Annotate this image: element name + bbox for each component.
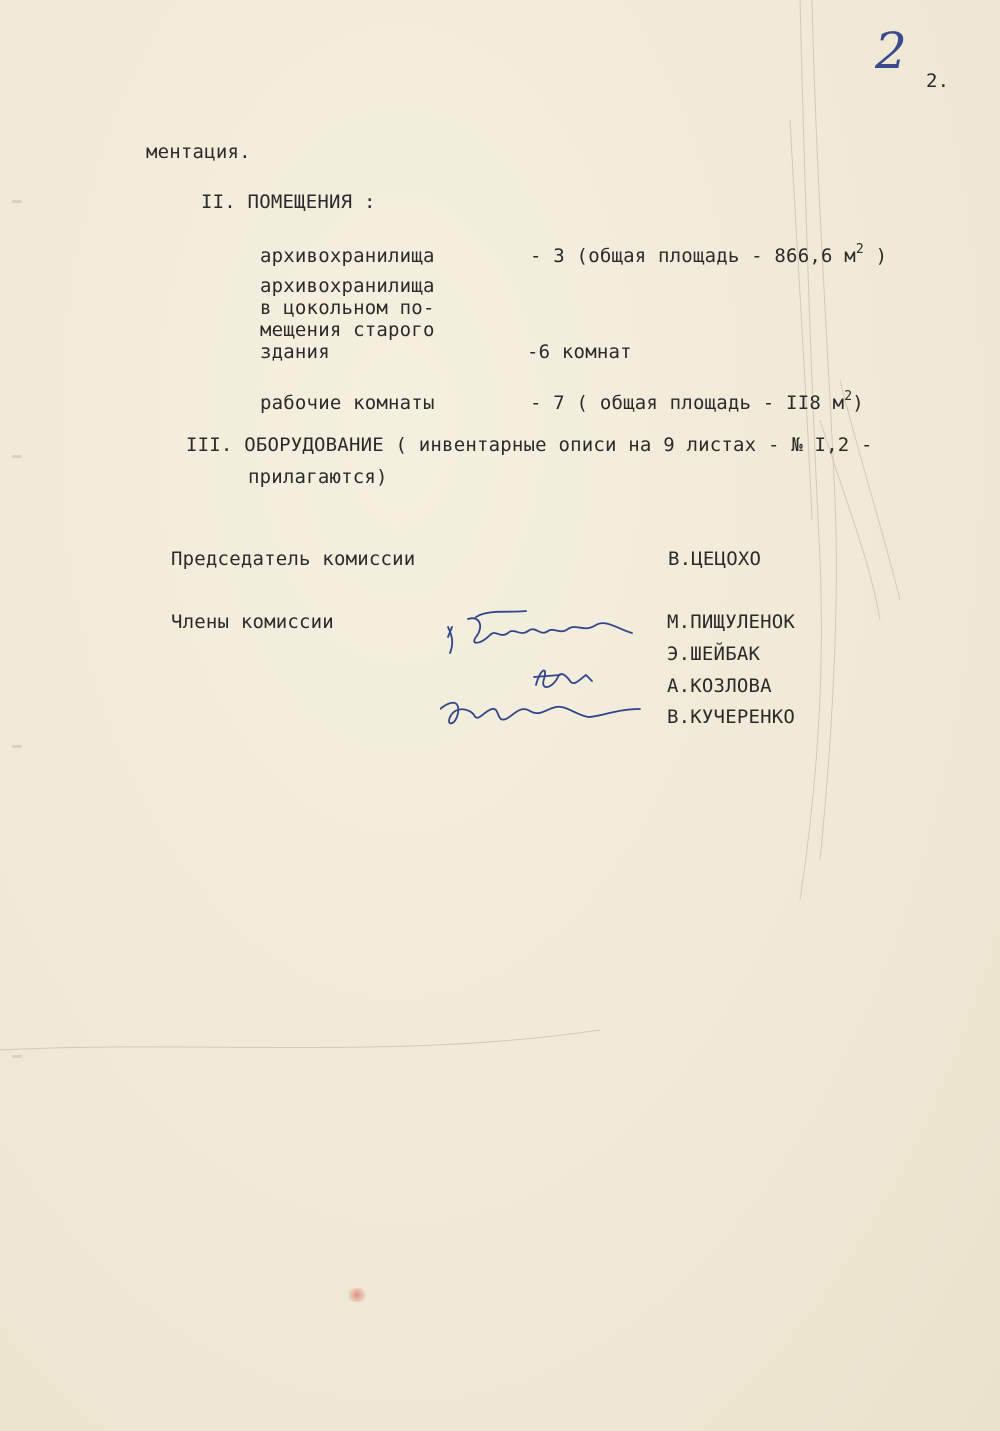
room-label: архивохранилища — [260, 245, 435, 267]
chairman-name: В.ЦЕЦОХО — [668, 548, 762, 570]
section-2-heading: II. ПОМЕЩЕНИЯ : — [201, 191, 376, 213]
room-value: - 3 (общая площадь - 866,6 $м^2$ ) — [530, 242, 888, 267]
red-ink-mark — [346, 1288, 368, 1302]
member-name: М.ПИЩУЛЕНОК — [667, 611, 796, 633]
room-label: архивохранилища — [260, 275, 435, 297]
punch-mark — [12, 200, 22, 203]
room-value: -6 комнат — [527, 341, 632, 363]
punch-mark — [12, 745, 22, 748]
handwritten-signatures — [440, 605, 650, 745]
room-label: мещения старого — [260, 319, 435, 341]
room-label: рабочие комнаты — [260, 392, 435, 414]
room-label: здания — [260, 341, 330, 363]
continued-word: ментация. — [146, 141, 251, 163]
chairman-label: Председатель комиссии — [171, 548, 416, 570]
punch-mark — [12, 1055, 22, 1058]
member-name: Э.ШЕЙБАК — [667, 643, 761, 665]
room-label: в цокольном по- — [260, 297, 435, 319]
room-value: - 7 ( общая площадь - II8 $м^2$) — [530, 389, 864, 414]
punch-mark — [12, 455, 22, 458]
section-3-line-1: III. ОБОРУДОВАНИЕ ( инвентарные описи на 9 листах - № I,2 - — [186, 434, 873, 456]
member-name: А.КОЗЛОВА — [667, 675, 772, 697]
member-name: В.КУЧЕРЕНКО — [667, 706, 796, 728]
handwritten-page-number: 2 — [875, 22, 907, 80]
section-3-line-2: прилагаются) — [248, 466, 388, 488]
typed-page-number: 2. — [926, 70, 950, 92]
members-label: Члены комиссии — [171, 611, 334, 633]
